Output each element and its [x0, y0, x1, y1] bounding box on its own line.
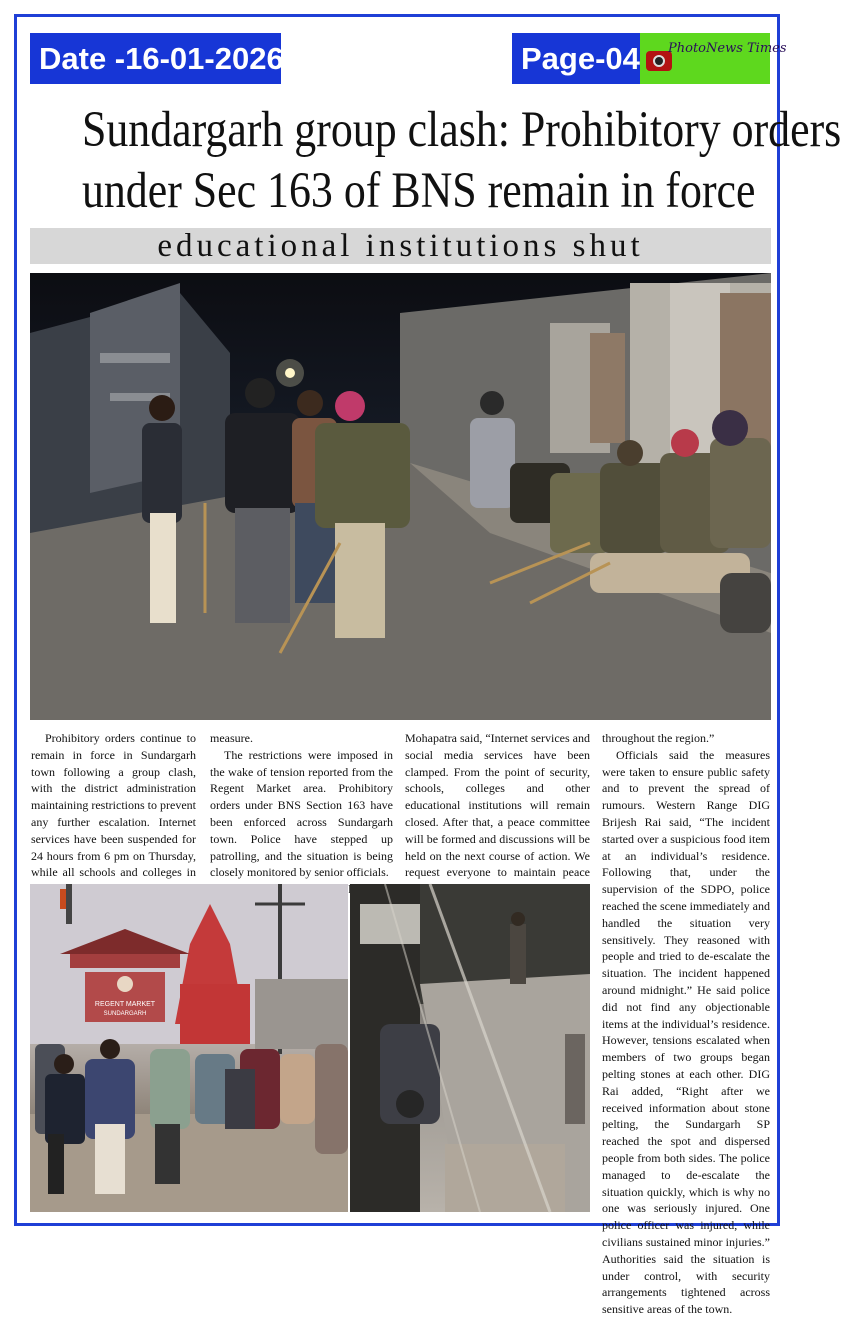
headline: [81, 100, 841, 222]
article-column-2: [210, 730, 393, 898]
main-photo-police-night-street: [30, 273, 771, 720]
page-number: Page-04: [512, 33, 640, 84]
article-column-4: [602, 730, 770, 1318]
article-paragraph: Mohapatra said, “Internet services and social media services have been clamped. From the point of security, schools, colleges and other educational institutions will remain closed. After that, a peace committee will be formed and discussions will be held on the next course of action. We request everyone to maintain peace: [405, 731, 590, 880]
logo-text: PhotoNews Times: [668, 41, 787, 56]
headline-line-1: Sundargarh group clash: Prohibitory orders: [81, 102, 841, 158]
article-paragraph: throughout the region.”: [602, 731, 715, 745]
article-paragraph: Officials said the measures were taken to ensure public safety and to prevent the spread of rumours. Western Range DIG Brijesh Rai said, “The incident started over a suspicious food item at an individual’s residence. Following that, under the supervision of the SDPO, police reached the scene immediately and handled the situation very sensitively. They reasoned with people and tried to de-escalate the situation. The incident happened around midnight.” He said police did not find any objectionable items at the individual’s residence. However, tensions escalated when members of two groups began pelting stones at each other. DIG Rai added, “Right after we received information about stone pelting, the Sundargarh SP reached the spot and dispersed people from both sides. The police managed to de-escalate the situation quickly, which is why no one was seriously injured. One police officer was injured, while civilians sustained minor injuries.” Authorities said the situation is under control, with security arrangements tightened across sensitive areas of the town.: [602, 747, 770, 1317]
subheading: educational institutions shut: [30, 228, 771, 264]
regent-market-crowd-photo: [30, 884, 348, 1212]
article-paragraph: Prohibitory orders continue to remain in force in Sundargarh town following a group clash, with the district administration maintaining restrictions to prevent any further escalation. Internet services have been suspended for 24 hours from 6 pm on Thursday, while all schools and colleges in: [31, 731, 196, 880]
photonews-times-logo: [640, 33, 787, 84]
date-label: Date -16-01-2026: [30, 33, 281, 84]
regent-market-illustration: [30, 884, 348, 1212]
regent-market-sign: REGENT MARKET: [94, 1001, 156, 1008]
headline-line-2: under Sec 163 of BNS remain in force: [81, 163, 756, 219]
article-paragraph: measure.: [210, 731, 253, 745]
cctv-street-illustration: [350, 884, 590, 1212]
cctv-street-photo: [350, 884, 590, 1212]
regent-market-sign-sub: SUNDARGARH: [103, 1011, 147, 1017]
main-photo-illustration: [30, 273, 771, 720]
article-paragraph: The restrictions were imposed in the wake of tension reported from the Regent Market area. Prohibitory orders under BNS Section 163 have been enforced across Sundargarh town. Police have stepped up patrolling, and the situation is being closely monitored by senior officials.: [210, 747, 393, 880]
